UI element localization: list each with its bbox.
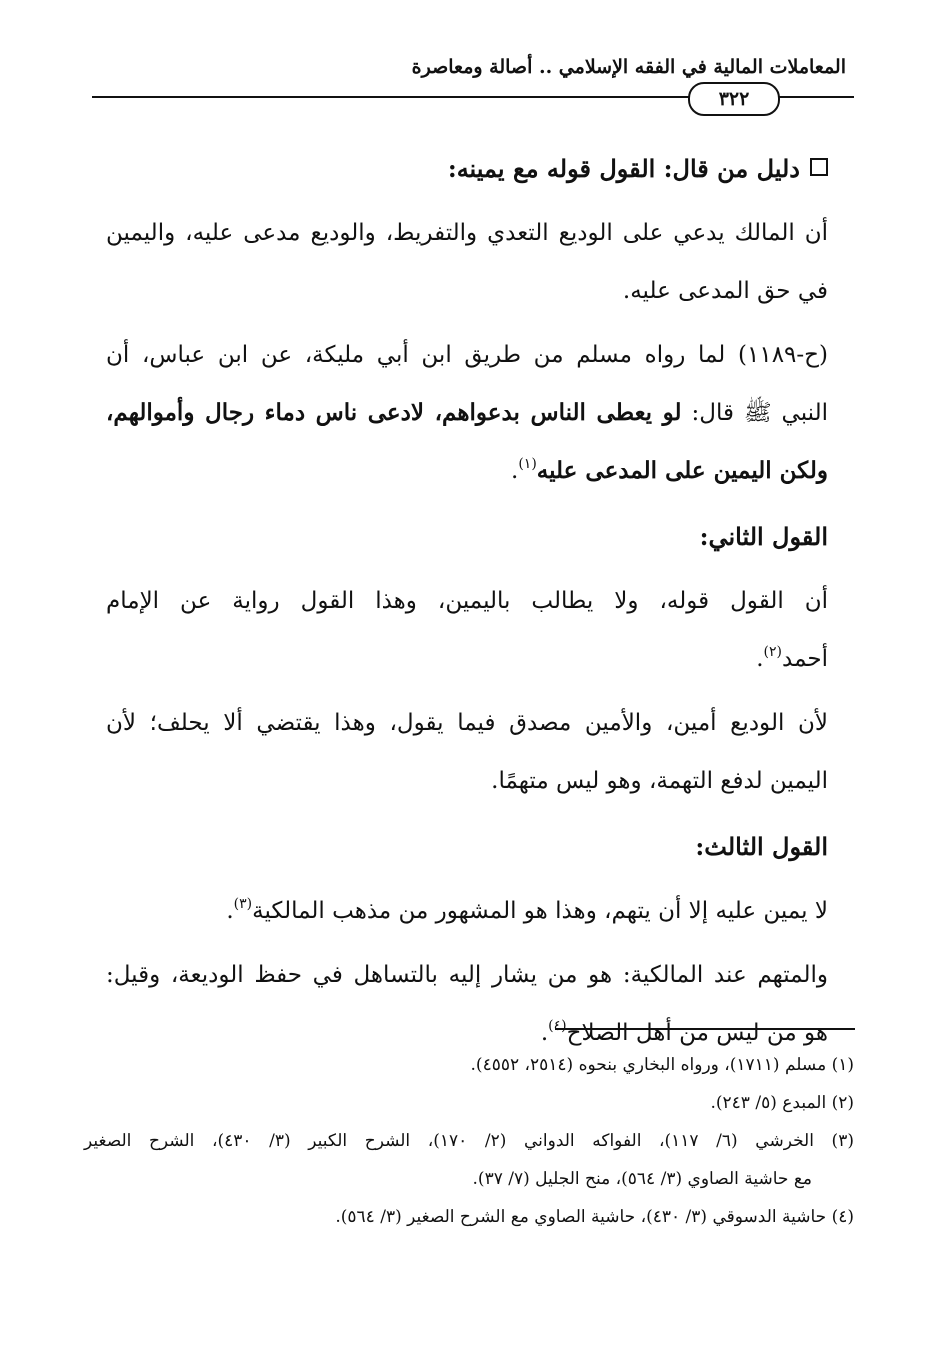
footnote-3-cont: مع حاشية الصاوي (٣/ ٥٦٤)، منح الجليل (٧/ ٣٧).: [472, 1169, 812, 1189]
para1-line1: أن المالك يدعي على الوديع التعدي والتفريط، والوديع مدعى عليه، واليمين: [106, 220, 828, 246]
para2-line3: [106, 442, 828, 500]
period: .: [226, 898, 234, 924]
para4-line1: لأن الوديع أمين، والأمين مصدق فيما يقول، وهذا يقتضي ألا يحلف؛ لأن: [106, 710, 828, 736]
period: .: [540, 1020, 549, 1046]
para1-line2: في حق المدعى عليه.: [622, 278, 828, 304]
hadith-text-end: ولكن اليمين على المدعى عليه: [536, 457, 828, 484]
footnote-4: (٤) حاشية الدسوقي (٣/ ٤٣٠)، حاشية الصاوي مع الشرح الصغير (٣/ ٥٦٤).: [335, 1207, 854, 1227]
heading-third-opinion: القول الثالث:: [695, 832, 828, 861]
hadith-intro: النبي ﷺ قال:: [691, 400, 828, 426]
footnotes: [84, 1046, 854, 1236]
para2-line2: [106, 384, 828, 442]
para5-line1: [106, 882, 828, 940]
period: .: [511, 458, 519, 484]
ahmad: أحمد: [782, 646, 828, 672]
period: .: [756, 646, 764, 672]
footnote-ref-1: (١): [518, 456, 537, 472]
heading-evidence: [106, 140, 828, 198]
para4-line2: اليمين لدفع التهمة، وهو ليس متهمًا.: [491, 768, 828, 794]
footnote-ref-4: (٤): [548, 1018, 567, 1034]
para6-line1: والمتهم عند المالكية: هو من يشار إليه بالتساهل في حفظ الوديعة، وقيل:: [106, 962, 828, 988]
para6-text: هو من ليس من أهل الصلاح: [566, 1020, 828, 1046]
para3-line1: أن القول قوله، ولا يطالب باليمين، وهذا القول رواية عن الإمام: [106, 588, 828, 614]
para3-line2: [106, 630, 828, 688]
page-number: ٣٢٢: [688, 82, 780, 116]
footnote-ref-2: (٢): [763, 644, 783, 660]
hadith-text: لو يعطى الناس بدعواهم، لادعى ناس دماء رجال وأموالهم،: [106, 399, 682, 426]
heading-second-opinion: القول الثاني:: [699, 522, 828, 551]
footnote-1: (١) مسلم (١٧١١)، ورواه البخاري بنحوه (٢٥١٤، ٤٥٥٢).: [470, 1055, 854, 1075]
heading-evidence-text: دليل من قال: القول قوله مع يمينه:: [447, 154, 800, 183]
footnote-ref-3: (٣): [233, 896, 253, 912]
running-title: المعاملات المالية في الفقه الإسلامي .. أصالة ومعاصرة: [411, 56, 846, 78]
footnote-3: (٣) الخرشي (٦/ ١١٧)، الفواكه الدواني (٢/ ١٧٠)، الشرح الكبير (٣/ ٤٣٠)، الشرح الصغير: [84, 1131, 854, 1151]
checkbox-icon: [810, 158, 828, 176]
para2-line1: (ح-١١٨٩) لما رواه مسلم من طريق ابن أبي مليكة، عن ابن عباس، أن: [106, 342, 828, 368]
footnote-2: (٢) المبدع (٥/ ٢٤٣).: [710, 1093, 854, 1113]
main-text: [106, 140, 828, 1062]
para5-text: لا يمين عليه إلا أن يتهم، وهذا هو المشهور من مذهب المالكية: [252, 898, 828, 924]
footnote-rule: [555, 1028, 855, 1030]
